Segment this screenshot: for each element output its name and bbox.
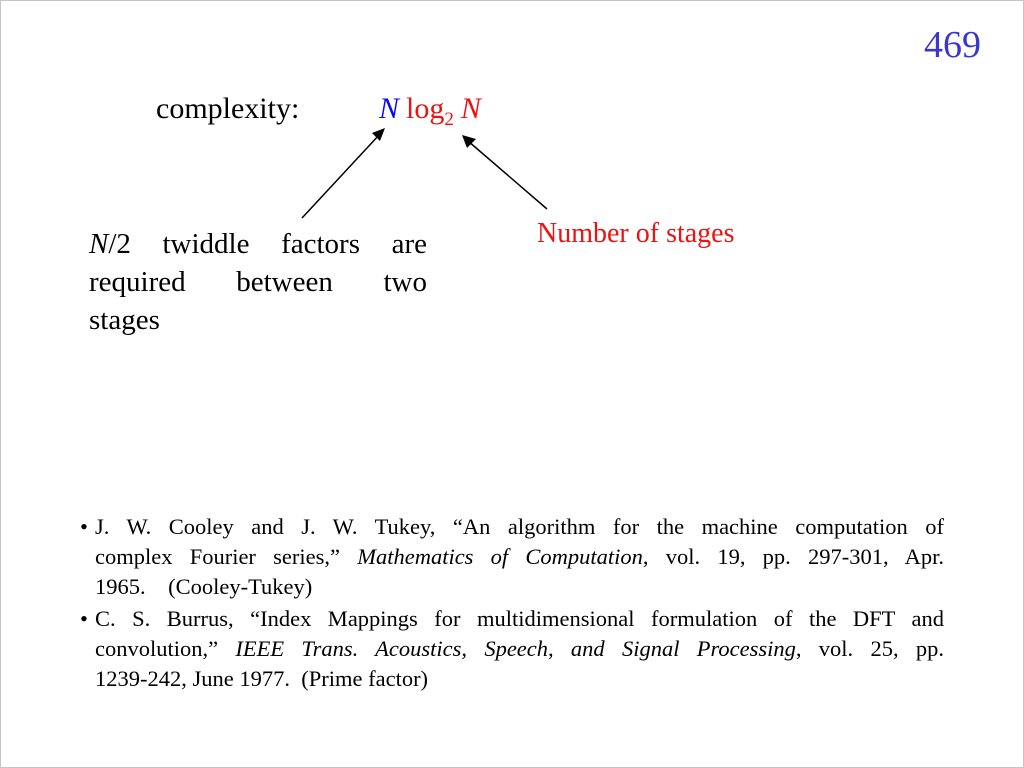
arrow-right-icon bbox=[468, 141, 547, 209]
text-line bbox=[95, 634, 944, 664]
formula-n-red: N bbox=[460, 92, 481, 125]
page-number: 469 bbox=[924, 24, 981, 66]
complexity-label: complexity: bbox=[156, 92, 300, 125]
formula-log-subscript: 2 bbox=[444, 109, 454, 130]
formula-log: log bbox=[406, 92, 445, 125]
reference-text bbox=[95, 512, 944, 602]
formula-n-blue: N bbox=[379, 92, 400, 125]
text-segment: stages bbox=[89, 304, 160, 336]
text-line bbox=[95, 572, 944, 602]
text-segment: 1239-242, June 1977. (Prime factor) bbox=[95, 666, 429, 691]
text-line bbox=[95, 512, 944, 542]
bullet-icon: • bbox=[80, 606, 88, 631]
text-segment: /2 twiddle factors are bbox=[108, 228, 427, 260]
text-segment: convolution,” bbox=[95, 636, 236, 661]
reference-item bbox=[80, 604, 944, 694]
text-segment: 1965. (Cooley-Tukey) bbox=[95, 574, 313, 599]
reference-item bbox=[80, 512, 944, 602]
text-segment: C. S. Burrus, “Index Mappings for multidimensional formulation of the DFT and bbox=[95, 606, 944, 631]
text-line bbox=[89, 301, 427, 339]
text-line bbox=[89, 225, 427, 263]
text-segment: complex Fourier series,” bbox=[95, 544, 358, 569]
italic-text-segment: N bbox=[89, 228, 109, 260]
text-line bbox=[95, 664, 944, 694]
references-list bbox=[80, 512, 944, 696]
text-segment: required between two bbox=[89, 266, 427, 298]
reference-text bbox=[95, 604, 944, 694]
text-line bbox=[95, 604, 944, 634]
complexity-formula bbox=[379, 91, 481, 138]
arrow-left-icon bbox=[302, 134, 380, 218]
text-segment: , vol. 25, pp. bbox=[795, 636, 944, 661]
stages-label: Number of stages bbox=[537, 218, 735, 249]
text-segment: , vol. 19, pp. 297-301, Apr. bbox=[642, 544, 944, 569]
text-segment: J. W. Cooley and J. W. Tukey, “An algorithm for the machine computation of bbox=[95, 514, 944, 539]
text-line bbox=[95, 542, 944, 572]
twiddle-note bbox=[89, 225, 427, 339]
italic-text-segment: IEEE Trans. Acoustics, Speech, and Signal Processing bbox=[235, 636, 796, 661]
bullet-icon: • bbox=[80, 514, 88, 539]
italic-text-segment: Mathematics of Computation bbox=[357, 544, 643, 569]
text-line bbox=[89, 263, 427, 301]
